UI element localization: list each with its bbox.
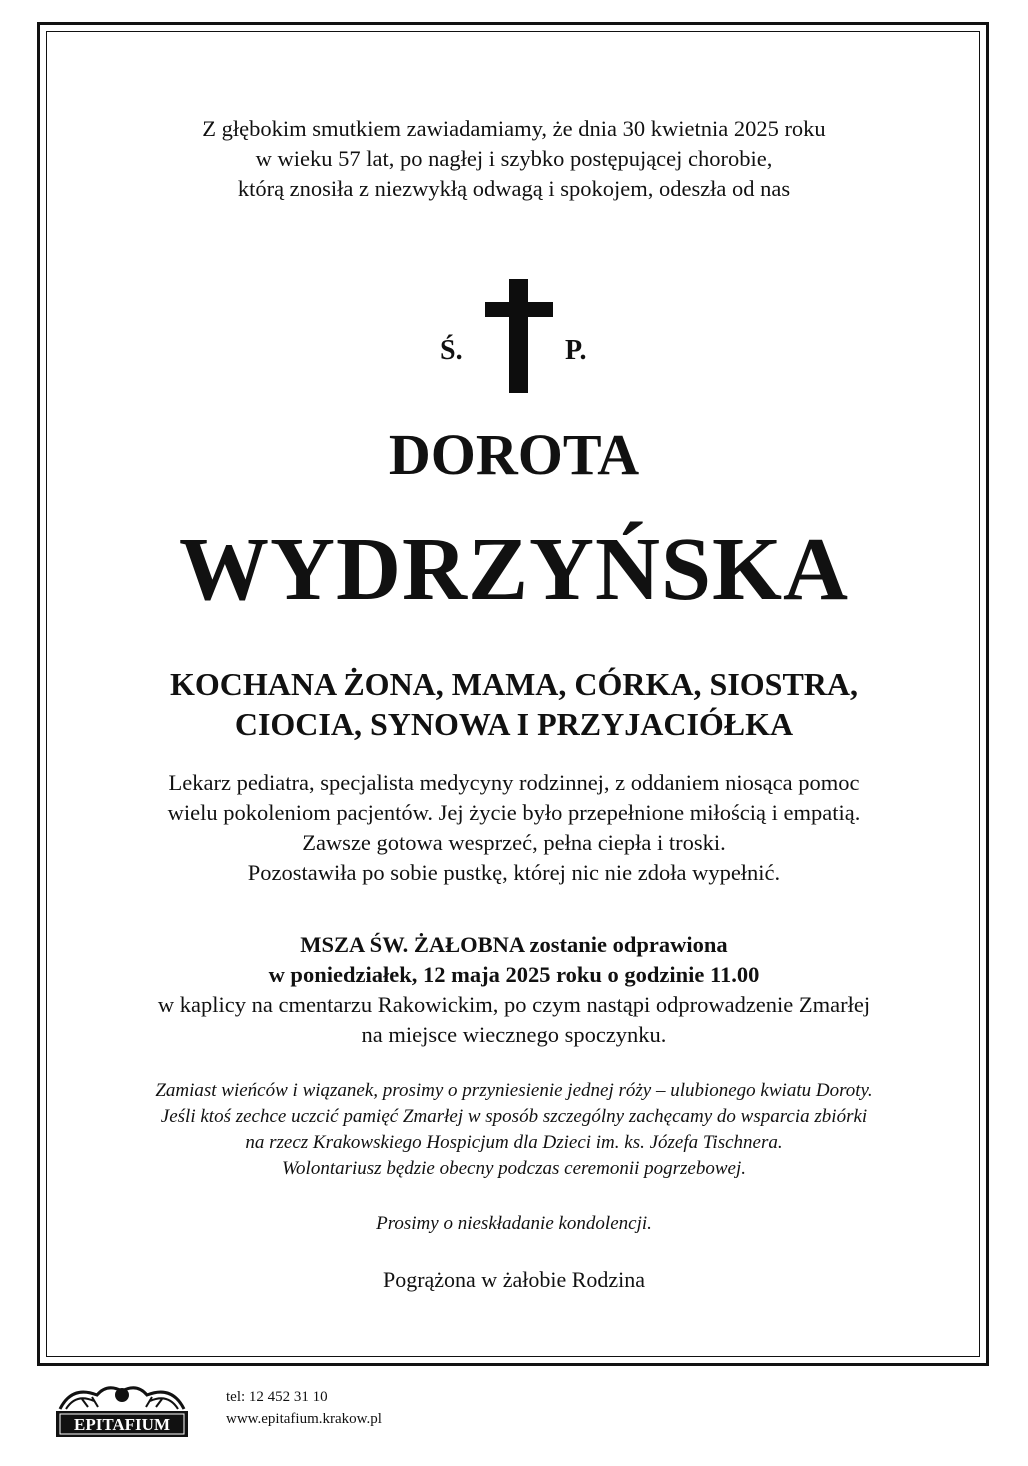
mass-line: na miejsce wiecznego spoczynku. [361,1022,667,1047]
epitafium-logo [52,1379,192,1439]
deceased-last-name: WYDRZYŃSKA [178,520,850,619]
intro-line: Z głębokim smutkiem zawiadamiamy, że dnia 30 kwietnia 2025 roku [202,116,826,141]
request-line: na rzecz Krakowskiego Hospicjum dla Dzieci im. ks. Józefa Tischnera. [245,1132,783,1153]
mass-line: w kaplicy na cmentarzu Rakowickim, po czym nastąpi odprowadzenie Zmarłej [157,992,871,1017]
flowers-request [0,1078,1028,1182]
bio-line: wielu pokoleniom pacjentów. Jej życie było przepełnione miłością i empatią. [167,800,861,825]
intro-line: którą znosiła z niezwykłą odwagą i spokojem, odeszła od nas [237,176,791,201]
footer-phone: tel: 12 452 31 10 [226,1389,328,1405]
bio-line: Lekarz pediatra, specjalista medycyny rodzinnej, z oddaniem niosąca pomoc [168,770,860,795]
sp-letter-right: P. [565,335,587,366]
biography [0,768,1028,888]
request-line: Wolontariusz będzie obecny podczas ceremonii pogrzebowej. [281,1158,747,1179]
request-line: Zamiast wieńców i wiązanek, prosimy o przyniesienie jednej róży – ulubionego kwiatu Doroty. [155,1080,873,1101]
family-roles [0,664,1028,744]
funeral-mass-info [0,930,1028,1050]
mass-date-bold: w poniedziałek, 12 maja 2025 roku o godzinie 11.00 [268,962,760,987]
sp-cross-row [0,275,1028,400]
family-line: KOCHANA ŻONA, MAMA, CÓRKA, SIOSTRA, [169,666,859,702]
footer-website: www.epitafium.krakow.pl [226,1411,382,1427]
family-signature: Pogrążona w żałobie Rodzina [382,1267,646,1292]
footer-contact [226,1386,382,1430]
intro-text [0,114,1028,204]
bio-line: Pozostawiła po sobie pustkę, której nic nie zdoła wypełnić. [247,860,781,885]
family-line: CIOCIA, SYNOWA I PRZYJACIÓŁKA [234,706,794,742]
deceased-first-name: DOROTA [388,422,640,487]
bio-line: Zawsze gotowa wesprzeć, pełna ciepła i troski. [302,830,726,855]
sp-letter-left: Ś. [440,335,463,366]
intro-line: w wieku 57 lat, po nagłej i szybko postępującej chorobie, [255,146,773,171]
mass-line-bold: MSZA ŚW. ŻAŁOBNA zostanie odprawiona [300,932,728,957]
no-condolences-note: Prosimy o nieskładanie kondolencji. [376,1213,652,1234]
request-line: Jeśli ktoś zechce uczcić pamięć Zmarłej w sposób szczególny zachęcamy do wsparcia zbiórki [160,1106,868,1127]
logo-text: EPITAFIUM [73,1415,171,1434]
